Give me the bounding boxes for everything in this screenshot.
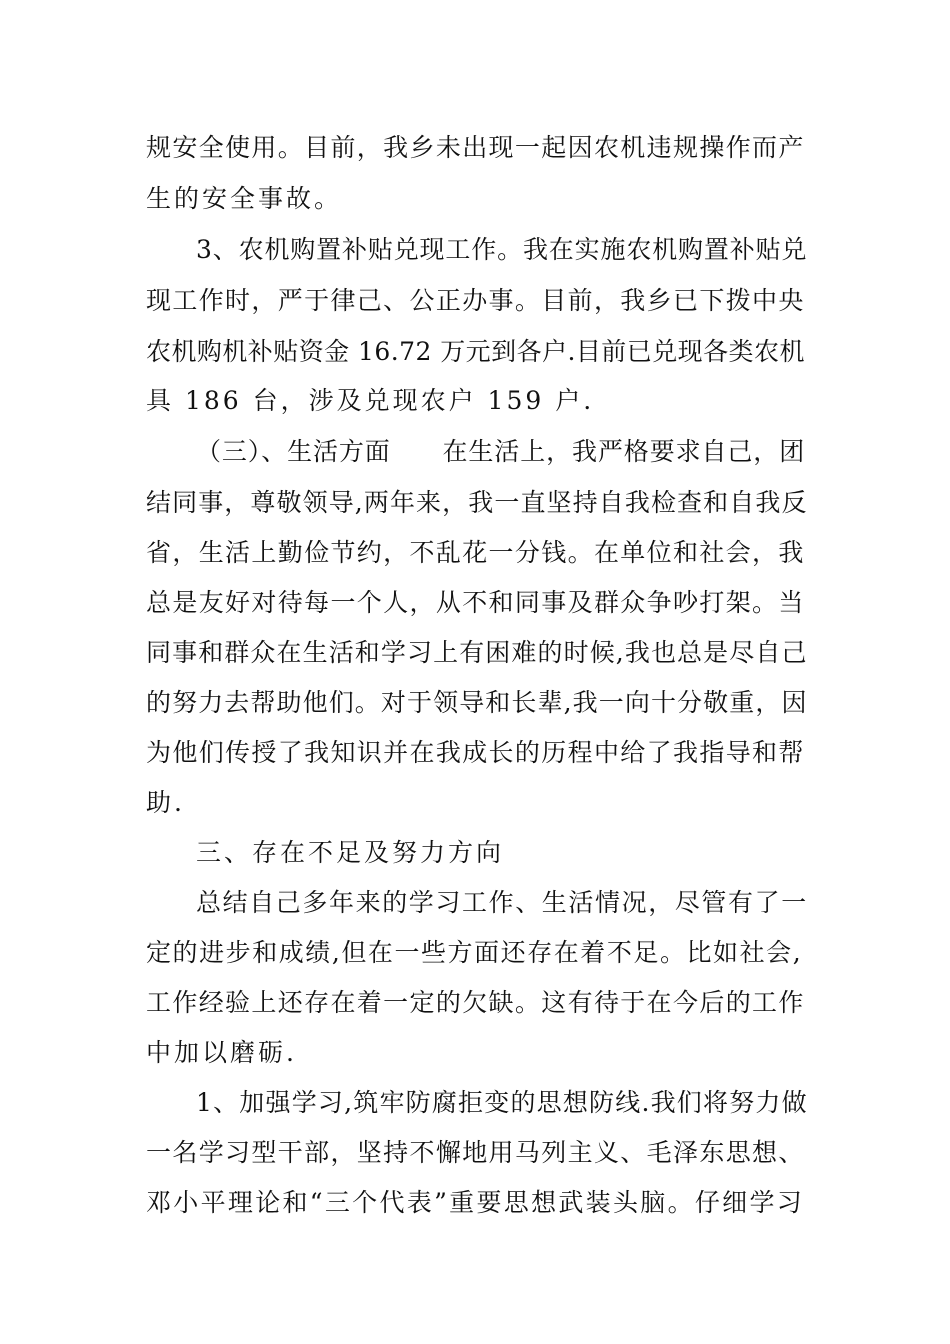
text-line: 工作经验上还存在着一定的欠缺。这有待于在今后的工作 [146, 988, 805, 1017]
text-line: 结同事，尊敬领导,两年来，我一直坚持自我检查和自我反 [146, 488, 808, 517]
text-line: 具 186 台，涉及兑现农户 159 户. [146, 386, 595, 415]
text-line: 总结自己多年来的学习工作、生活情况，尽管有了一 [196, 888, 808, 917]
section-heading-line: （三）、生活方面 在生活上，我严格要求自己，团 [196, 437, 806, 466]
text-line: 1、加强学习,筑牢防腐拒变的思想防线.我们将努力做 [196, 1088, 808, 1117]
text-line: 为他们传授了我知识并在我成长的历程中给了我指导和帮 [146, 738, 805, 767]
text-line: 现工作时，严于律己、公正办事。目前，我乡已下拨中央 [146, 286, 805, 315]
text-line: 一名学习型干部，坚持不懈地用马列主义、毛泽东思想、 [146, 1138, 805, 1167]
text-line: 总是友好对待每一个人，从不和同事及群众争吵打架。当 [146, 588, 805, 617]
text-line: 省，生活上勤俭节约，不乱花一分钱。在单位和社会，我 [146, 538, 805, 567]
text-line: 3、农机购置补贴兑现工作。我在实施农机购置补贴兑 [196, 235, 808, 264]
text-line: 同事和群众在生活和学习上有困难的时候,我也总是尽自己 [146, 638, 808, 667]
text-line: 农机购机补贴资金 16.72 万元到各户.目前已兑现各类农机 [146, 337, 805, 366]
text-line: 中加以磨砺. [146, 1038, 297, 1067]
text-line: 的努力去帮助他们。对于领导和长辈,我一向十分敬重，因 [146, 688, 808, 717]
text-line: 生的安全事故。 [146, 184, 343, 213]
text-line: 邓小平理论和“三个代表”重要思想武装头脑。仔细学习 [146, 1188, 805, 1217]
text-line: 规安全使用。目前，我乡未出现一起因农机违规操作而产 [146, 133, 805, 162]
section-heading: 三、存在不足及努力方向 [196, 838, 505, 867]
text-line: 助. [146, 788, 185, 817]
text-line: 定的进步和成绩,但在一些方面还存在着不足。比如社会, [146, 938, 803, 967]
